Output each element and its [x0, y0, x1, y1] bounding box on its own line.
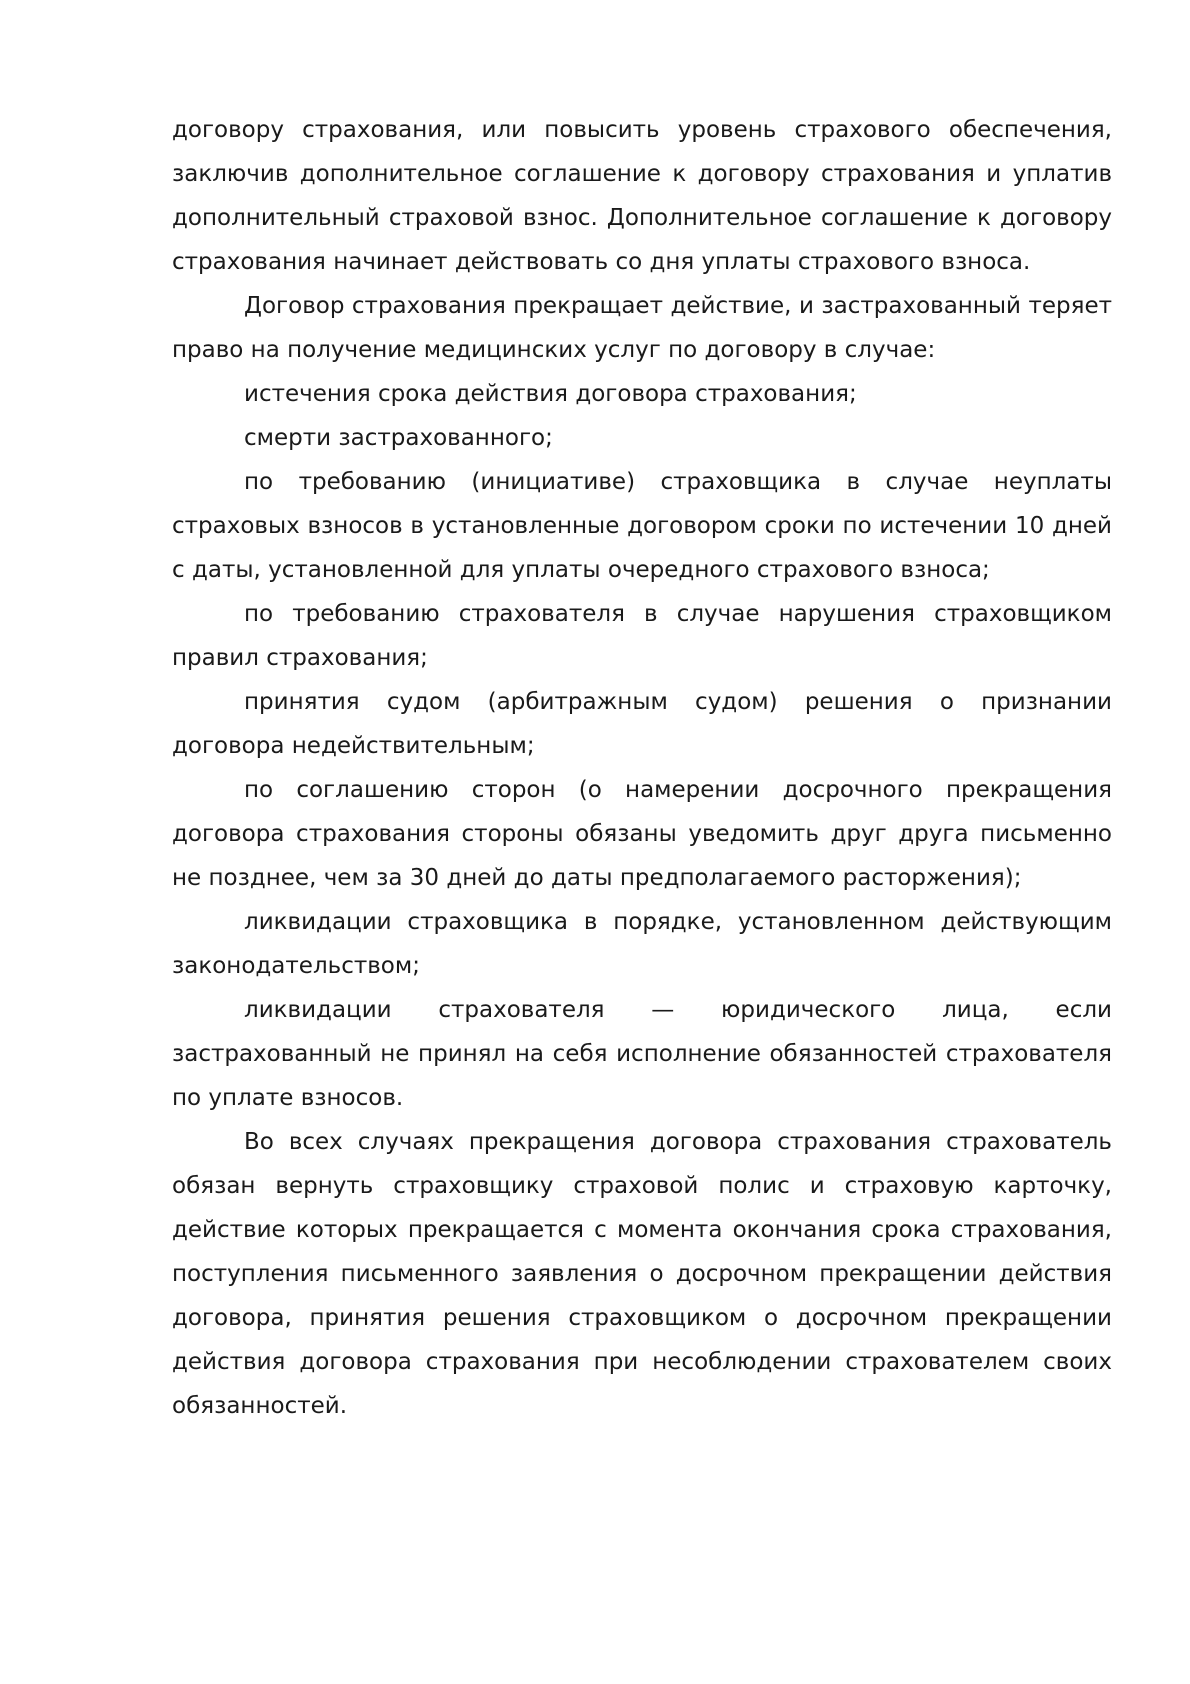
document-body — [172, 108, 1112, 1428]
list-item-policyholder-liquidation: ликвидации страхователя — юридического лица, если застрахованный не принял на себя исполнение обязанностей страхователя по уплате взносов. — [172, 997, 1112, 1111]
list-item-policyholder-request: по требованию страхователя в случае нарушения страховщиком правил страхования; — [172, 601, 1112, 671]
paragraph-termination-intro: Договор страхования прекращает действие, и застрахованный теряет право на получение медицинских услуг по договору в случае: — [172, 293, 1112, 363]
list-item-term-expiry: истечения срока действия договора страхования; — [244, 381, 857, 407]
paragraph-continuation: договору страхования, или повысить уровень страхового обеспечения, заключив дополнительное соглашение к договору страхования и уплатив дополнительный страховой взнос. Дополнительное соглашение к договору страхования начинает действовать со дня уплаты страхового взноса. — [172, 117, 1112, 275]
list-item-insurer-liquidation: ликвидации страховщика в порядке, установленном действующим законодательством; — [172, 909, 1112, 979]
list-item-insurer-request: по требованию (инициативе) страховщика в случае неуплаты страховых взносов в установленные договором сроки по истечении 10 дней с даты, установленной для уплаты очередного страхового взноса; — [172, 469, 1112, 583]
paragraph-return-policy: Во всех случаях прекращения договора страхования страхователь обязан вернуть страховщику страховой полис и страховую карточку, действие которых прекращается с момента окончания срока страхования, поступления письменного заявления о досрочном прекращении действия договора, принятия решения страховщиком о досрочном прекращении действия договора страхования при несоблюдении страхователем своих обязанностей. — [172, 1129, 1112, 1419]
list-item-mutual-agreement: по соглашению сторон (о намерении досрочного прекращения договора страхования стороны обязаны уведомить друг друга письменно не позднее, чем за 30 дней до даты предполагаемого расторжения); — [172, 777, 1112, 891]
list-item-death: смерти застрахованного; — [244, 425, 553, 451]
list-item-court-decision: принятия судом (арбитражным судом) решения о признании договора недействительным; — [172, 689, 1112, 759]
